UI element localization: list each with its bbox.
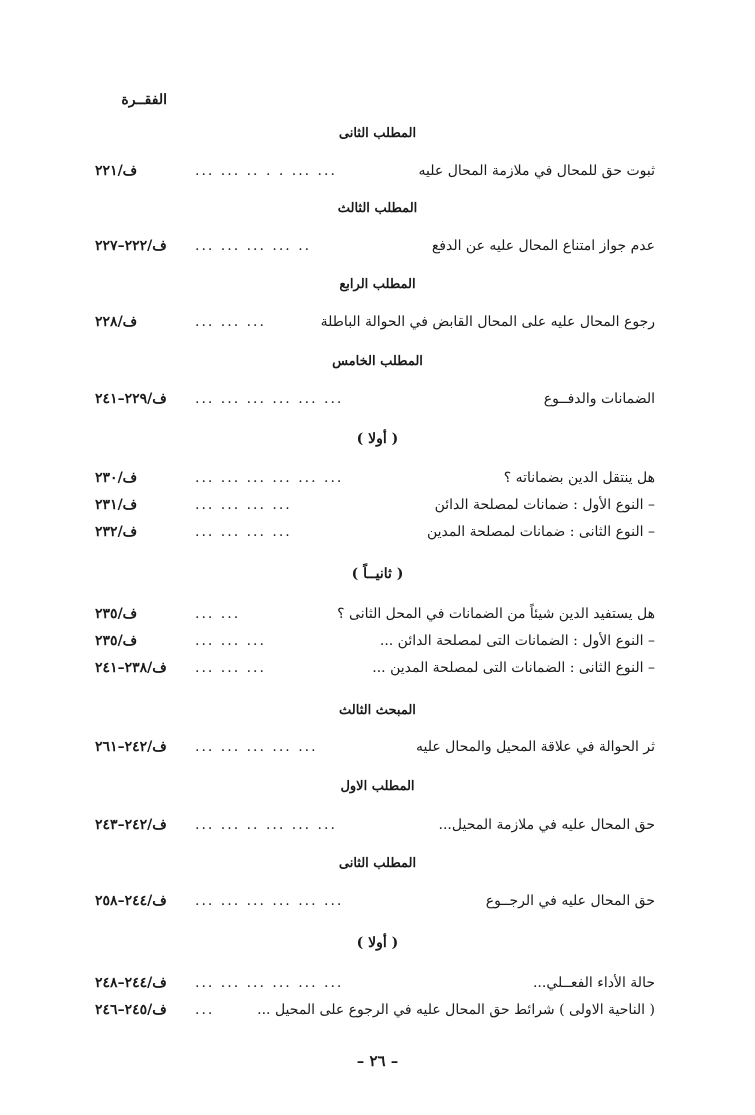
toc-entry-title: – النوع الأول : ضمانات لمصلحة الدائن bbox=[434, 497, 655, 513]
dot-leader: ... ... ... bbox=[195, 633, 266, 649]
column-label-paragraph: الفقــرة bbox=[121, 92, 167, 108]
toc-row[interactable] bbox=[95, 497, 655, 519]
paragraph-ref: ف/٢٣٥ bbox=[95, 606, 138, 622]
dot-leader: ... ... ... ... bbox=[195, 524, 292, 540]
toc-row[interactable] bbox=[95, 606, 655, 628]
paragraph-ref: ف/٢٣٠ bbox=[95, 470, 138, 486]
toc-row[interactable] bbox=[95, 633, 655, 655]
dot-leader: ... ... ... bbox=[195, 314, 266, 330]
paragraph-ref: ف/٢٢١ bbox=[95, 163, 138, 179]
section-heading: المبحث الثالث bbox=[339, 703, 416, 718]
dot-leader: ... ... ... ... ... ... bbox=[195, 893, 344, 909]
toc-row[interactable] bbox=[95, 1002, 655, 1024]
toc-row[interactable] bbox=[95, 817, 655, 839]
paragraph-ref: ف/٢٤٤–٢٥٨ bbox=[95, 893, 167, 909]
dot-leader: ... bbox=[195, 1002, 215, 1018]
section-heading: المطلب الثانى bbox=[338, 856, 417, 871]
toc-entry-title: حق المحال عليه في ملازمة المحيل... bbox=[438, 817, 655, 833]
dot-leader: ... ... .. ... ... ... bbox=[195, 817, 337, 833]
paragraph-ref: ف/٢٢٩–٢٤١ bbox=[95, 391, 167, 407]
paragraph-ref: ف/٢٤٢–٢٦١ bbox=[95, 739, 167, 755]
toc-row[interactable] bbox=[95, 238, 655, 260]
section-heading: المطلب الثالث bbox=[337, 201, 418, 216]
dot-leader: ... ... ... ... ... ... bbox=[195, 975, 344, 991]
toc-entry-title: رجوع المحال عليه على المحال القابض في الحوالة الباطلة bbox=[320, 314, 655, 330]
paragraph-ref: ف/٢٣٢ bbox=[95, 524, 138, 540]
toc-row[interactable] bbox=[95, 314, 655, 336]
toc-entry-title: ( الناحية الاولى ) شرائط حق المحال عليه في الرجوع على المحيل ... bbox=[257, 1002, 655, 1018]
paragraph-ref: ف/٢٤٢–٢٤٣ bbox=[95, 817, 167, 833]
paragraph-ref: ف/٢٢٢–٢٢٧ bbox=[95, 238, 167, 254]
toc-entry-title: عدم جواز امتناع المحال عليه عن الدفع bbox=[431, 238, 655, 254]
dot-leader: ... ... ... ... ... ... bbox=[195, 470, 344, 486]
page-number: – ٢٦ – bbox=[356, 1052, 399, 1070]
group-label: ( أولا ) bbox=[356, 431, 399, 447]
toc-entry-title: هل ينتقل الدين بضماناته ؟ bbox=[503, 470, 655, 486]
section-heading: المطلب الرابع bbox=[339, 277, 416, 292]
toc-entry-title: – النوع الثانى : الضمانات التى لمصلحة المدين ... bbox=[372, 660, 655, 676]
paragraph-ref: ف/٢٤٥–٢٤٦ bbox=[95, 1002, 167, 1018]
toc-entry-title: الضمانات والدفــوع bbox=[543, 391, 655, 407]
toc-entry-title: – النوع الأول : الضمانات التى لمصلحة الدائن ... bbox=[379, 633, 655, 649]
dot-leader: ... ... ... ... ... bbox=[195, 739, 318, 755]
dot-leader: ... ... ... ... .. bbox=[195, 238, 312, 254]
toc-row[interactable] bbox=[95, 163, 655, 185]
section-heading: المطلب الخامس bbox=[332, 354, 423, 369]
toc-row[interactable] bbox=[95, 739, 655, 761]
toc-row[interactable] bbox=[95, 470, 655, 492]
toc-entry-title: ثر الحوالة في علاقة المحيل والمحال عليه bbox=[416, 739, 655, 755]
paragraph-ref: ف/٢٣٥ bbox=[95, 633, 138, 649]
toc-row[interactable] bbox=[95, 975, 655, 997]
section-heading: المطلب الثانى bbox=[338, 126, 417, 141]
toc-entry-title: حق المحال عليه في الرجــوع bbox=[485, 893, 655, 909]
toc-entry-title: – النوع الثانى : ضمانات لمصلحة المدين bbox=[426, 524, 655, 540]
dot-leader: ... ... ... ... ... ... bbox=[195, 391, 344, 407]
toc-row[interactable] bbox=[95, 391, 655, 413]
paragraph-ref: ف/٢٣٨–٢٤١ bbox=[95, 660, 167, 676]
dot-leader: ... ... ... ... bbox=[195, 497, 292, 513]
toc-entry-title: حالة الأداء الفعــلي... bbox=[532, 975, 655, 991]
dot-leader: ... ... bbox=[195, 606, 241, 622]
paragraph-ref: ف/٢٢٨ bbox=[95, 314, 138, 330]
dot-leader: ... ... .. . . ... ... bbox=[195, 163, 337, 179]
section-heading: المطلب الاول bbox=[340, 779, 415, 794]
toc-entry-title: ثبوت حق للمحال في ملازمة المحال عليه bbox=[418, 163, 655, 179]
toc-entry-title: هل يستفيد الدين شيئاً من الضمانات في المحل الثانى ؟ bbox=[337, 606, 655, 622]
dot-leader: ... ... ... bbox=[195, 660, 266, 676]
toc-row[interactable] bbox=[95, 660, 655, 682]
group-label: ( ثانيــاً ) bbox=[351, 566, 404, 582]
toc-row[interactable] bbox=[95, 893, 655, 915]
paragraph-ref: ف/٢٤٤–٢٤٨ bbox=[95, 975, 167, 991]
toc-row[interactable] bbox=[95, 524, 655, 546]
paragraph-ref: ف/٢٣١ bbox=[95, 497, 138, 513]
group-label: ( أولا ) bbox=[356, 935, 399, 951]
